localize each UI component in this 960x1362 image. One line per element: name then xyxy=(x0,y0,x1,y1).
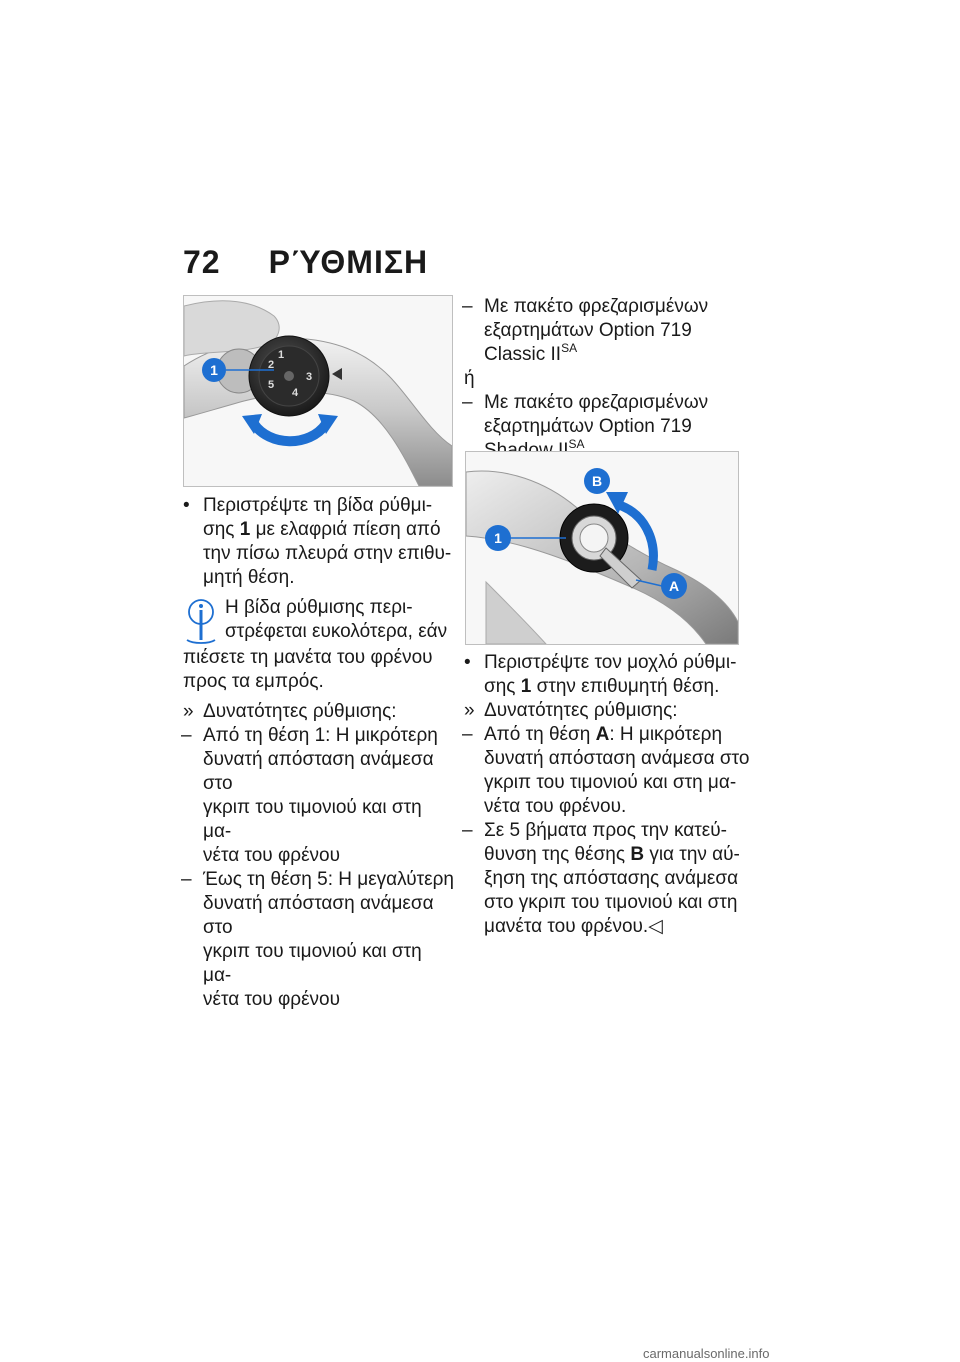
option-line: Με πακέτο φρεζαρισμένων xyxy=(484,296,709,317)
dial-mark-1: 1 xyxy=(278,349,285,361)
option-package xyxy=(464,295,754,367)
option-line: ξηση της απόστασης ανάμεσα xyxy=(484,868,739,889)
dash-marker: – xyxy=(462,820,473,841)
ref-a: A xyxy=(595,724,610,745)
figure-adjusting-screw-illustration xyxy=(184,296,452,486)
option-line: δυνατή απόσταση ανάμεσα στο xyxy=(203,749,434,794)
option-line: νέτα του φρένου. xyxy=(484,796,627,817)
note-line: στρέφεται ευκολότερα, εάν xyxy=(225,621,448,642)
dial-mark-3: 3 xyxy=(306,371,313,383)
option-line: εξαρτημάτων Option 719 xyxy=(484,416,692,437)
instruction-line: σης 1 με ελαφριά πίεση από xyxy=(203,519,441,540)
dash-marker: – xyxy=(462,296,473,317)
figure-adjusting-screw xyxy=(183,295,453,487)
option-line: θυνση της θέσης B για την αύ- xyxy=(484,844,740,865)
ref-1: 1 xyxy=(239,519,251,540)
option-dash xyxy=(183,724,455,868)
note-line: Η βίδα ρύθμισης περι- xyxy=(225,597,413,618)
note-line: προς τα εμπρός. xyxy=(183,671,324,692)
right-column-top xyxy=(464,295,754,463)
result-line xyxy=(183,700,455,724)
figure-adjusting-lever-illustration xyxy=(466,452,738,644)
page-header xyxy=(183,244,428,281)
result-line xyxy=(464,699,754,723)
right-column-bottom xyxy=(464,651,754,939)
callout-a-label: A xyxy=(668,578,680,594)
callout-1-label: 1 xyxy=(494,530,502,546)
option-line: εξαρτημάτων Option 719 xyxy=(484,320,692,341)
watermark-text: carmanualsonline.info xyxy=(643,1346,770,1361)
dash-marker: – xyxy=(181,869,192,890)
instruction-line: Περιστρέψτε τον μοχλό ρύθμι- xyxy=(484,652,737,673)
option-line: Σε 5 βήματα προς την κατεύ- xyxy=(484,820,727,841)
dash-marker: – xyxy=(181,725,192,746)
option-line: νέτα του φρένου xyxy=(203,845,340,866)
page-title: ΡΎΘΜΙΣΗ xyxy=(268,244,429,280)
or-text: ή xyxy=(464,368,475,389)
instruction-line: την πίσω πλευρά στην επιθυ- xyxy=(203,543,452,564)
result-text: Δυνατότητες ρύθμισης: xyxy=(484,700,678,721)
bullet-marker: • xyxy=(464,652,471,673)
instruction-bullet xyxy=(183,494,455,590)
option-dash xyxy=(464,723,754,819)
option-line: Με πακέτο φρεζαρισμένων xyxy=(484,392,709,413)
instruction-bullet xyxy=(464,651,754,699)
dial-mark-5: 5 xyxy=(268,379,275,391)
page-number: 72 xyxy=(183,244,221,280)
info-note xyxy=(183,596,455,694)
note-line: πιέσετε τη μανέτα του φρένου xyxy=(183,647,433,668)
option-dash xyxy=(464,819,754,939)
result-text: Δυνατότητες ρύθμισης: xyxy=(203,701,397,722)
option-line: γκριπ του τιμονιού και στη μα- xyxy=(203,797,422,842)
option-line: Έως τη θέση 5: Η μεγαλύτερη xyxy=(203,869,454,890)
result-marker: » xyxy=(464,700,475,721)
ref-b: B xyxy=(630,844,645,865)
option-line: Από τη θέση 1: Η μικρότερη xyxy=(203,725,438,746)
sa-superscript: SA xyxy=(568,437,585,451)
instruction-line: Περιστρέψτε τη βίδα ρύθμι- xyxy=(203,495,433,516)
option-line: νέτα του φρένου xyxy=(203,989,340,1010)
option-line: δυνατή απόσταση ανάμεσα στο xyxy=(484,748,750,769)
info-icon xyxy=(183,598,219,646)
dial-mark-4: 4 xyxy=(292,387,299,399)
left-column xyxy=(183,494,455,1012)
sa-superscript: SA xyxy=(561,341,578,355)
callout-1-label: 1 xyxy=(210,362,218,378)
bullet-marker: • xyxy=(183,495,190,516)
option-line: γκριπ του τιμονιού και στη μα- xyxy=(484,772,737,793)
end-of-section-icon: ◁ xyxy=(648,916,663,937)
dash-marker: – xyxy=(462,392,473,413)
callout-b-label: B xyxy=(591,473,603,489)
result-marker: » xyxy=(183,701,194,722)
option-line: δυνατή απόσταση ανάμεσα στο xyxy=(203,893,434,938)
option-line: Classic $II^{SA}$ xyxy=(484,341,578,365)
dial-mark-2: 2 xyxy=(268,359,275,371)
dash-marker: – xyxy=(462,724,473,745)
option-line: μανέτα του φρένου.◁ xyxy=(484,916,663,937)
figure-adjusting-lever xyxy=(465,451,739,645)
option-line: στο γκριπ του τιμονιού και στη xyxy=(484,892,738,913)
option-line: Από τη θέση A: Η μικρότερη xyxy=(484,724,723,745)
ref-1: 1 xyxy=(520,676,532,697)
option-dash xyxy=(183,868,455,1012)
instruction-line: μητή θέση. xyxy=(203,567,295,588)
option-line: γκριπ του τιμονιού και στη μα- xyxy=(203,941,422,986)
instruction-line: σης 1 στην επιθυμητή θέση. xyxy=(484,676,720,697)
